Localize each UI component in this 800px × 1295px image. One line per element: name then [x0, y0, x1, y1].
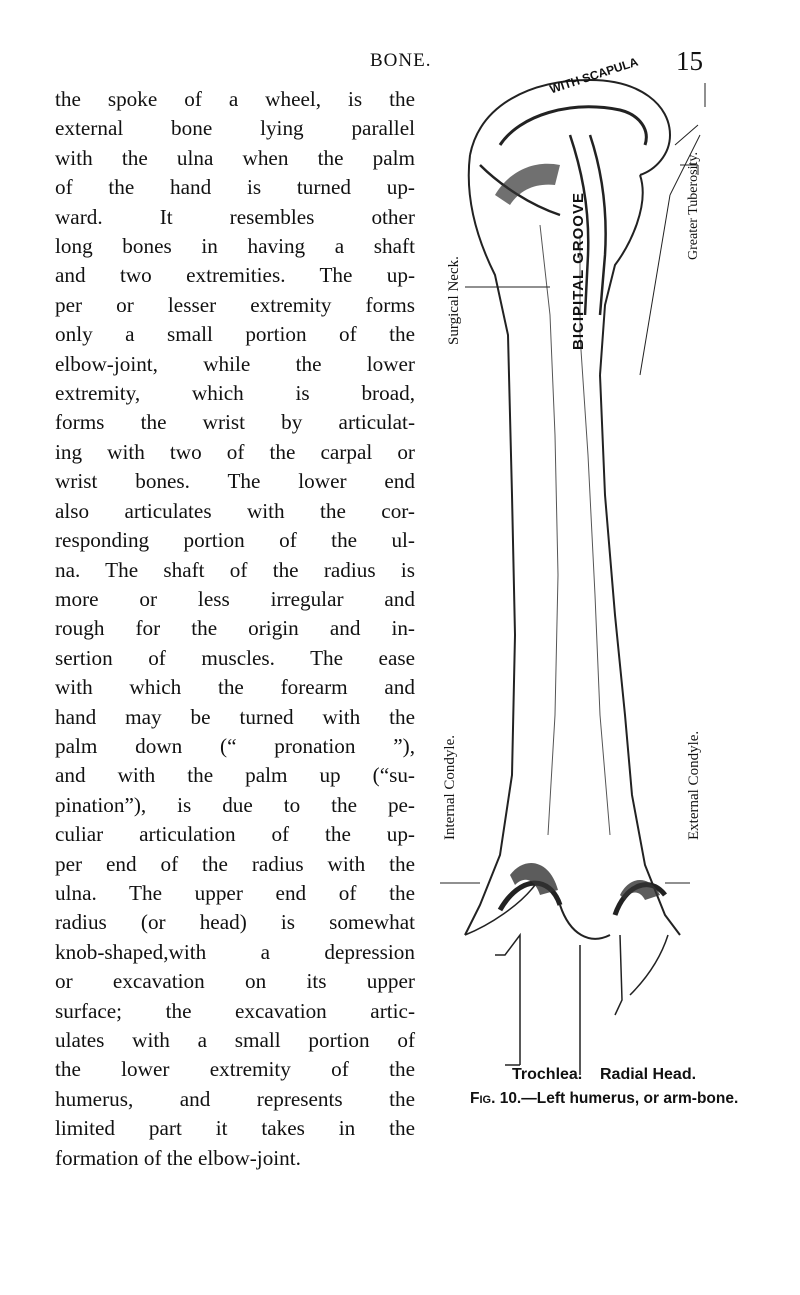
- surgical-neck-label: Surgical Neck.: [446, 256, 462, 345]
- body-line: forms the wrist by articulat-: [55, 410, 415, 435]
- body-line: ulna. The upper end of the: [55, 880, 415, 905]
- greater-tuberosity-outline: [600, 175, 643, 375]
- page-number: 15: [676, 46, 703, 76]
- body-line: with which the forearm and: [55, 675, 415, 700]
- internal-condyle-label: Internal Condyle.: [442, 735, 458, 840]
- body-line: or excavation on its upper: [55, 969, 415, 994]
- body-line: pination”), is due to the pe-: [55, 792, 415, 817]
- body-line: with the ulna when the palm: [55, 145, 415, 170]
- running-head-title: BONE.: [370, 50, 432, 71]
- body-line: more or less irregular and: [55, 586, 415, 611]
- body-line: of the hand is turned up-: [55, 175, 415, 200]
- body-line: elbow-joint, while the lower: [55, 351, 415, 376]
- shaft-left-outline: [465, 155, 515, 935]
- body-line: palm down (“ pronation ”),: [55, 733, 415, 758]
- with-scapula-label: WITH SCAPULA: [548, 54, 640, 97]
- humeral-head-outline: [470, 80, 670, 175]
- bicipital-groove-label-wrap: [570, 180, 588, 350]
- body-line: ward. It resembles other: [55, 204, 415, 229]
- figure-number: Fig. 10.: [470, 1090, 522, 1107]
- greater-tuberosity-label: Greater Tuberosity.: [686, 152, 701, 260]
- radial-head-label: Radial Head.: [600, 1066, 697, 1083]
- articular-surface: [500, 107, 646, 145]
- body-line: the spoke of a wheel, is the: [55, 87, 415, 111]
- body-line: per end of the radius with the: [55, 851, 415, 876]
- body-text: [55, 85, 415, 1173]
- body-line: also articulates with the cor-: [55, 498, 415, 523]
- body-line: the lower extremity of the: [55, 1057, 415, 1082]
- external-condyle-label: External Condyle.: [686, 730, 702, 840]
- shaft-right-outline: [600, 375, 680, 935]
- body-line: humerus, and represents the: [55, 1086, 415, 1111]
- figure-caption: [470, 1090, 738, 1108]
- body-line: long bones in having a shaft: [55, 234, 415, 259]
- body-line: formation of the elbow-joint.: [55, 1145, 301, 1170]
- body-line: rough for the origin and in-: [55, 616, 415, 641]
- body-line: extremity, which is broad,: [55, 381, 415, 406]
- body-line: ing with two of the carpal or: [55, 439, 415, 464]
- body-line: external bone lying parallel: [55, 116, 415, 141]
- body-line: sertion of muscles. The ease: [55, 645, 415, 670]
- trochlea-label: Trochlea.: [512, 1066, 583, 1083]
- body-line: knob-shaped,with a depression: [55, 939, 415, 964]
- body-line: surface; the excavation artic-: [55, 998, 415, 1023]
- bicipital-groove-label: BICIPITAL GROOVE: [570, 192, 587, 350]
- body-line: culiar articulation of the up-: [55, 822, 415, 847]
- body-line: wrist bones. The lower end: [55, 469, 415, 494]
- body-line: hand may be turned with the: [55, 704, 415, 729]
- body-line: radius (or head) is somewhat: [55, 910, 415, 935]
- body-line: and with the palm up (“su-: [55, 763, 415, 788]
- body-line: limited part it takes in the: [55, 1116, 415, 1141]
- figure-caption-text: —Left humerus, or arm-bone.: [521, 1090, 739, 1107]
- body-line: ulates with a small portion of: [55, 1028, 415, 1052]
- body-line: and two extremities. The up-: [55, 263, 415, 288]
- body-line: per or lesser extremity forms: [55, 292, 415, 317]
- body-line: responding portion of the ul-: [55, 528, 415, 553]
- body-line: na. The shaft of the radius is: [55, 557, 415, 582]
- body-line: only a small portion of the: [55, 322, 415, 347]
